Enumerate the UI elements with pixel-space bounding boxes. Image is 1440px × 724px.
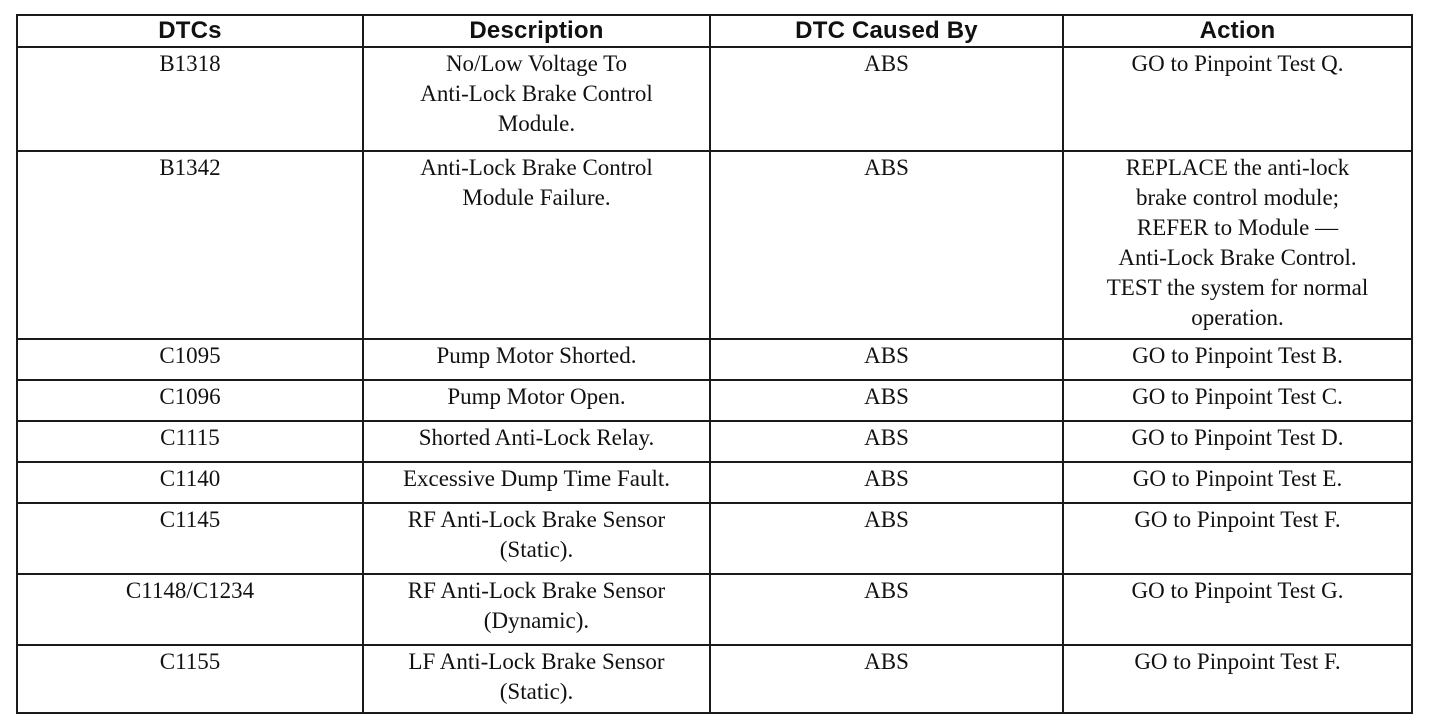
action-line: GO to Pinpoint Test B. bbox=[1132, 343, 1343, 368]
caused-by-cell: ABS bbox=[710, 462, 1063, 503]
description-cell bbox=[363, 421, 710, 462]
header-description: Description bbox=[363, 15, 710, 47]
dtc-table bbox=[16, 14, 1413, 714]
table-row bbox=[17, 151, 1412, 339]
description-cell bbox=[363, 462, 710, 503]
table-row bbox=[17, 503, 1412, 574]
description-line: RF Anti-Lock Brake Sensor bbox=[407, 578, 666, 603]
header-dtc-caused-by: DTC Caused By bbox=[710, 15, 1063, 47]
dtc-code-cell: C1095 bbox=[17, 339, 363, 380]
description-line: Pump Motor Shorted. bbox=[436, 343, 637, 368]
description-line: Module. bbox=[497, 111, 576, 136]
action-line: GO to Pinpoint Test F. bbox=[1134, 649, 1341, 674]
table-row bbox=[17, 380, 1412, 421]
dtc-code-cell: C1115 bbox=[17, 421, 363, 462]
description-line: Anti-Lock Brake Control bbox=[420, 81, 653, 106]
description-cell bbox=[363, 339, 710, 380]
action-line: GO to Pinpoint Test E. bbox=[1132, 466, 1343, 491]
description-line: Anti-Lock Brake Control bbox=[420, 155, 653, 180]
description-line: (Dynamic). bbox=[483, 608, 590, 633]
caused-by-cell: ABS bbox=[710, 380, 1063, 421]
description-cell bbox=[363, 380, 710, 421]
description-line: RF Anti-Lock Brake Sensor bbox=[407, 507, 666, 532]
caused-by-cell: ABS bbox=[710, 339, 1063, 380]
action-cell bbox=[1063, 339, 1412, 380]
description-cell bbox=[363, 645, 710, 713]
header-action: Action bbox=[1063, 15, 1412, 47]
dtc-code-cell: C1155 bbox=[17, 645, 363, 713]
action-line: GO to Pinpoint Test F. bbox=[1134, 507, 1341, 532]
header-dtcs: DTCs bbox=[17, 15, 363, 47]
table-row bbox=[17, 645, 1412, 713]
dtc-code-cell: C1096 bbox=[17, 380, 363, 421]
caused-by-cell: ABS bbox=[710, 503, 1063, 574]
action-line: GO to Pinpoint Test G. bbox=[1131, 578, 1344, 603]
description-line: Excessive Dump Time Fault. bbox=[402, 466, 671, 491]
caused-by-cell: ABS bbox=[710, 574, 1063, 645]
description-cell bbox=[363, 503, 710, 574]
table-row bbox=[17, 339, 1412, 380]
action-line: GO to Pinpoint Test Q. bbox=[1131, 51, 1344, 76]
description-cell bbox=[363, 47, 710, 151]
description-line: LF Anti-Lock Brake Sensor bbox=[408, 649, 665, 674]
dtc-code-cell: C1140 bbox=[17, 462, 363, 503]
action-cell bbox=[1063, 380, 1412, 421]
caused-by-cell: ABS bbox=[710, 421, 1063, 462]
action-cell bbox=[1063, 151, 1412, 339]
action-cell bbox=[1063, 421, 1412, 462]
description-cell bbox=[363, 151, 710, 339]
table-header-row bbox=[17, 15, 1412, 47]
action-cell bbox=[1063, 645, 1412, 713]
action-line: operation. bbox=[1191, 305, 1284, 330]
action-line: GO to Pinpoint Test C. bbox=[1132, 384, 1343, 409]
action-cell bbox=[1063, 462, 1412, 503]
description-line: Pump Motor Open. bbox=[447, 384, 626, 409]
description-cell bbox=[363, 574, 710, 645]
description-line: No/Low Voltage To bbox=[445, 51, 628, 76]
action-line: brake control module; bbox=[1135, 185, 1340, 210]
dtc-code-cell: B1318 bbox=[17, 47, 363, 151]
action-line: REFER to Module — bbox=[1136, 215, 1339, 240]
description-line: Shorted Anti-Lock Relay. bbox=[418, 425, 655, 450]
action-cell bbox=[1063, 574, 1412, 645]
table-row bbox=[17, 574, 1412, 645]
description-line: (Static). bbox=[499, 537, 574, 562]
caused-by-cell: ABS bbox=[710, 47, 1063, 151]
dtc-code-cell: C1145 bbox=[17, 503, 363, 574]
action-cell bbox=[1063, 503, 1412, 574]
action-line: REPLACE the anti-lock bbox=[1125, 155, 1350, 180]
description-line: Module Failure. bbox=[462, 185, 611, 210]
action-line: Anti-Lock Brake Control. bbox=[1118, 245, 1357, 270]
table-row bbox=[17, 462, 1412, 503]
table-row bbox=[17, 421, 1412, 462]
action-line: TEST the system for normal bbox=[1106, 275, 1369, 300]
dtc-code-cell: C1148/C1234 bbox=[17, 574, 363, 645]
description-line: (Static). bbox=[499, 679, 574, 704]
table-row bbox=[17, 47, 1412, 151]
caused-by-cell: ABS bbox=[710, 645, 1063, 713]
action-cell bbox=[1063, 47, 1412, 151]
dtc-code-cell: B1342 bbox=[17, 151, 363, 339]
action-line: GO to Pinpoint Test D. bbox=[1131, 425, 1344, 450]
caused-by-cell: ABS bbox=[710, 151, 1063, 339]
